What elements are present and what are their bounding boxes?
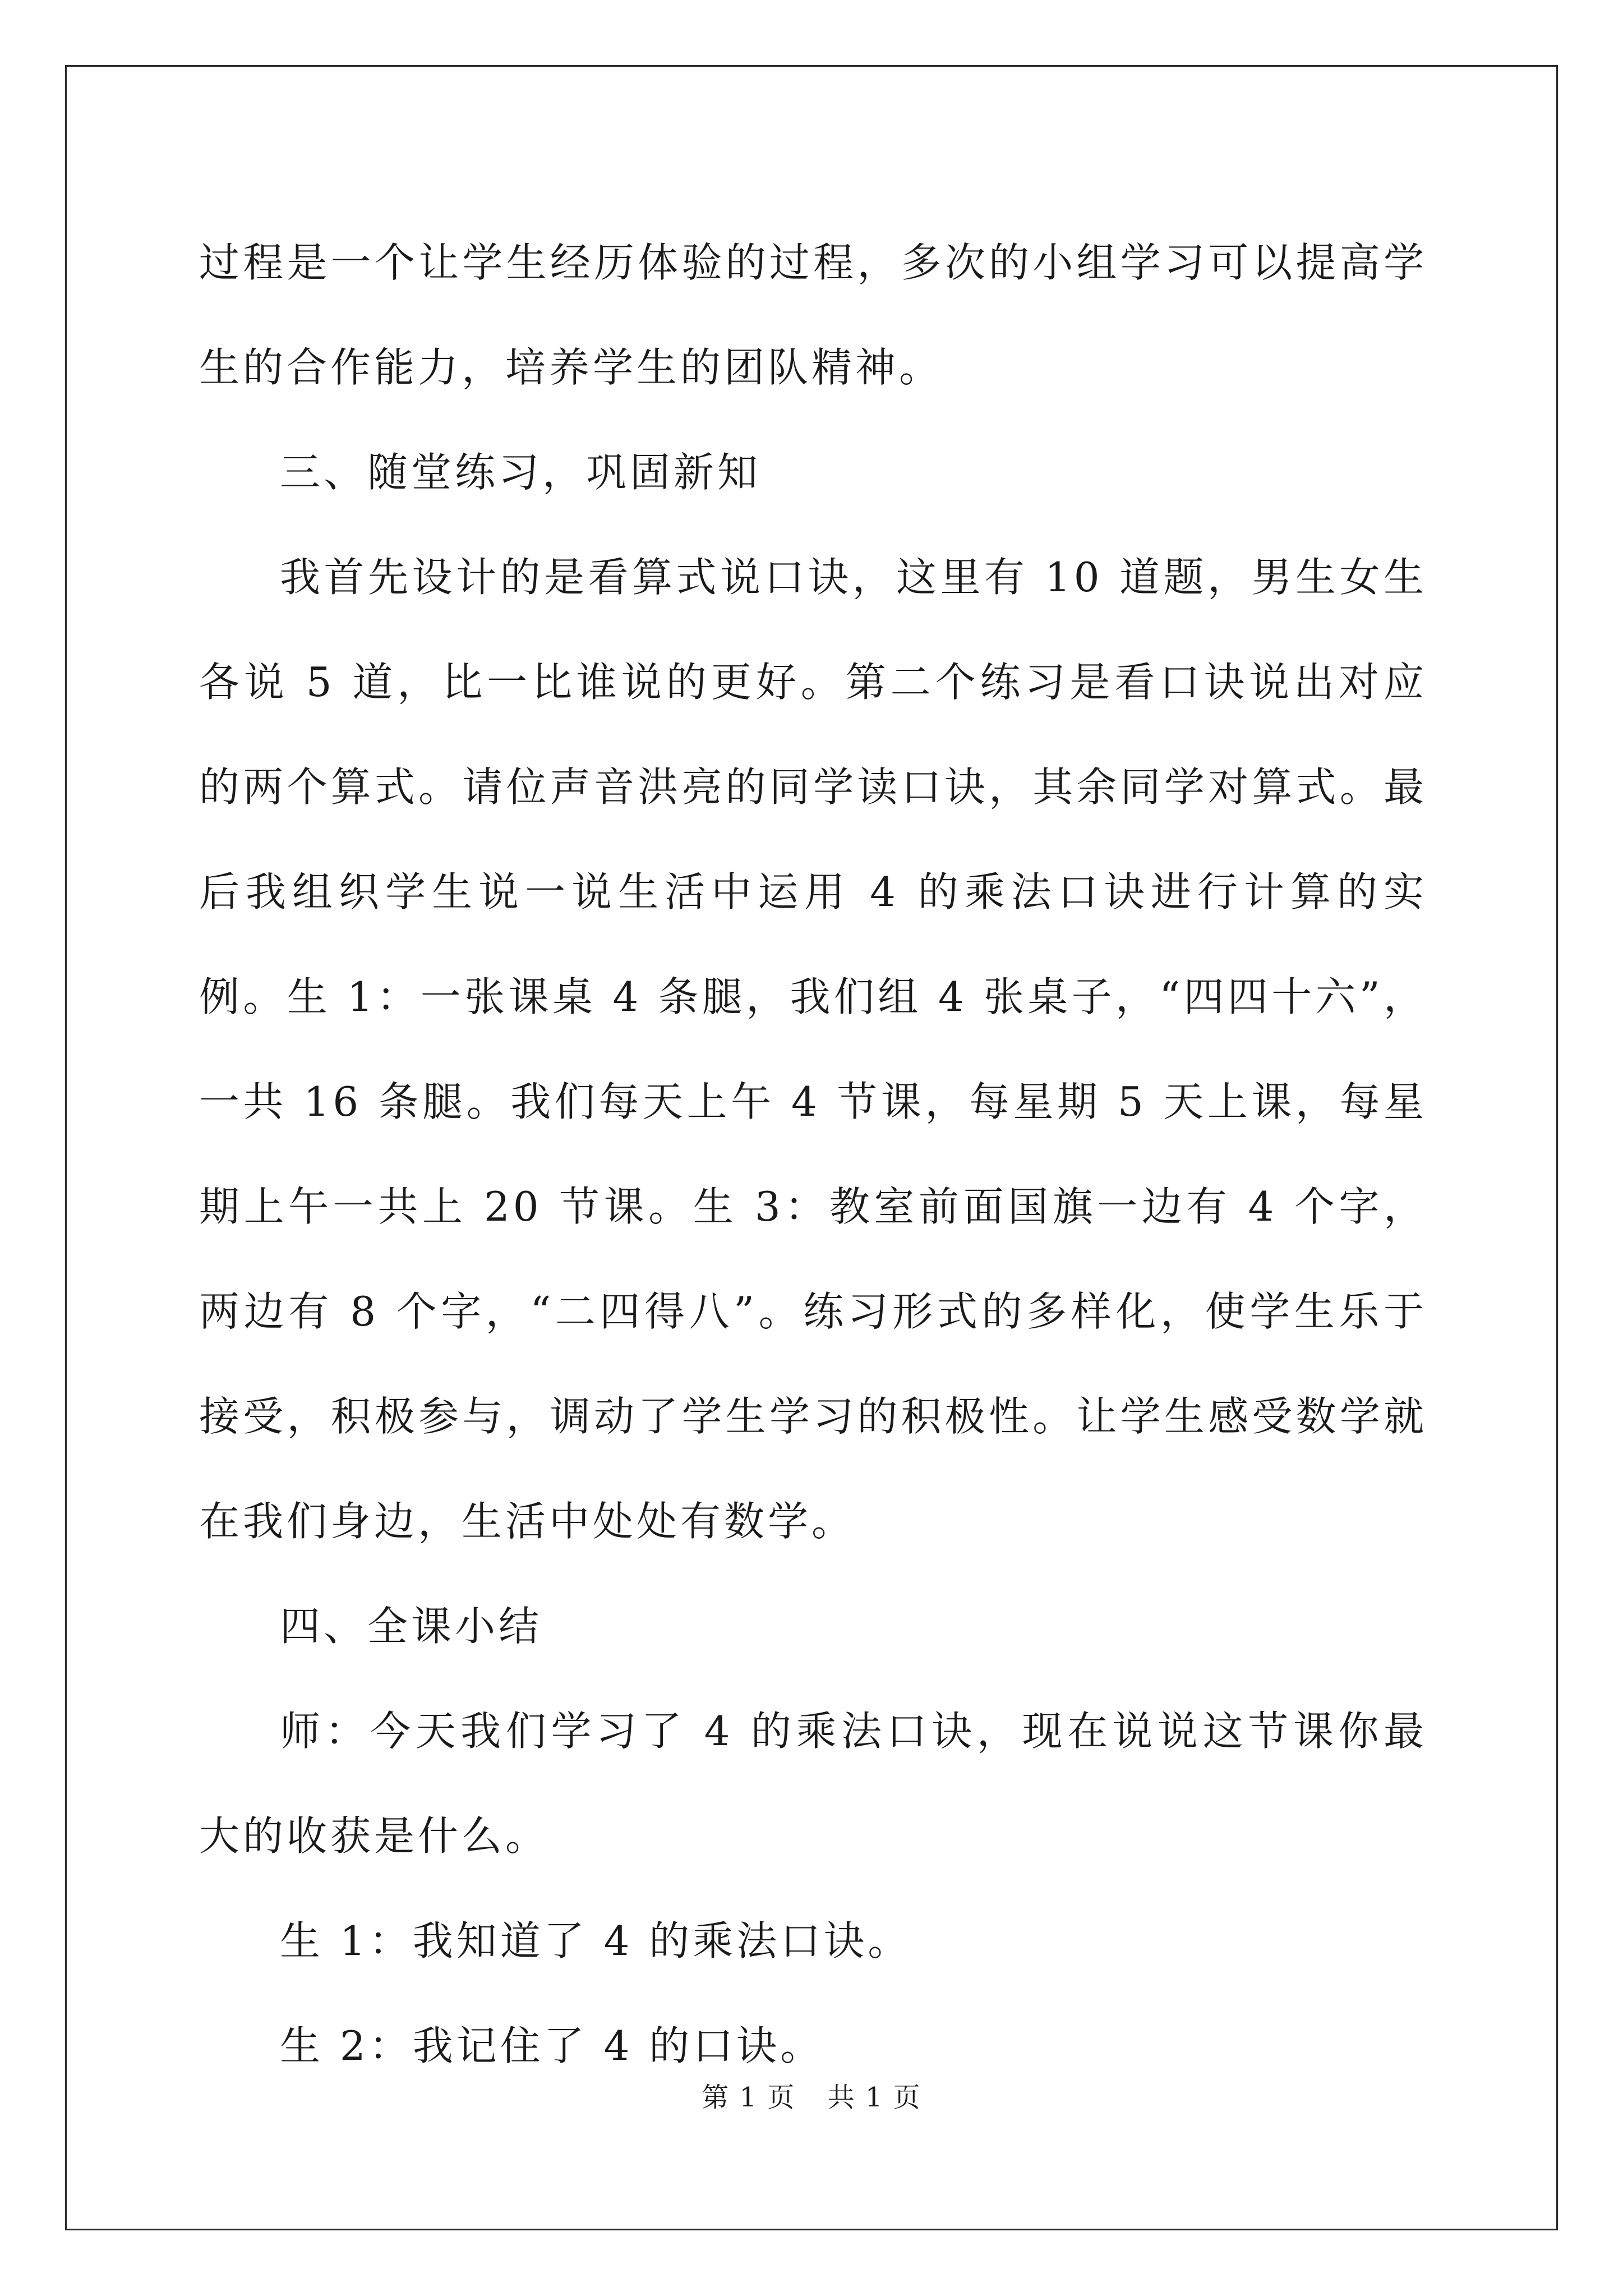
page-footer — [0, 2076, 1623, 2114]
paragraph-practice: 我首先设计的是看算式说口诀，这里有 10 道题，男生女生各说 5 道，比一比谁说的更好。第二个练习是看口诀说出对应的两个算式。请位声音洪亮的同学读口诀，其余同学对算式。最后我组织学生说一说生活中运用 4 的乘法口诀进行计算的实例。生 1：一张课桌 4 条腿，我们组 4 张桌子，“四四十六”，一共 16 条腿。我们每天上午 4 节课，每星期 5 天上课，每星期上午一共上 20 节课。生 3：教室前面国旗一边有 4 个字，两边有 8 个字，“二四得八”。练习形式的多样化，使学生乐于接受，积极参与，调动了学生学习的积极性。让学生感受数学就在我们身边，生活中处处有数学。 — [199, 554, 1427, 1545]
paragraph-continued: 过程是一个让学生经历体验的过程，多次的小组学习可以提高学生的合作能力，培养学生的团队精神。 — [199, 239, 1427, 391]
section-heading-practice: 三、随堂练习，巩固新知 — [280, 449, 762, 496]
paragraph-student-1: 生 1：我知道了 4 的乘法口诀。 — [280, 1917, 912, 1964]
paragraph-teacher: 师：今天我们学习了 4 的乘法口诀，现在说说这节课你最大的收获是什么。 — [199, 1708, 1427, 1860]
section-heading-summary: 四、全课小结 — [280, 1603, 543, 1650]
page-number-current: 第 1 页 — [702, 2082, 796, 2113]
document-body — [199, 210, 1427, 2099]
paragraph-student-2: 生 2：我记住了 4 的口诀。 — [280, 2022, 824, 2069]
page-number-total: 共 1 页 — [827, 2082, 921, 2113]
